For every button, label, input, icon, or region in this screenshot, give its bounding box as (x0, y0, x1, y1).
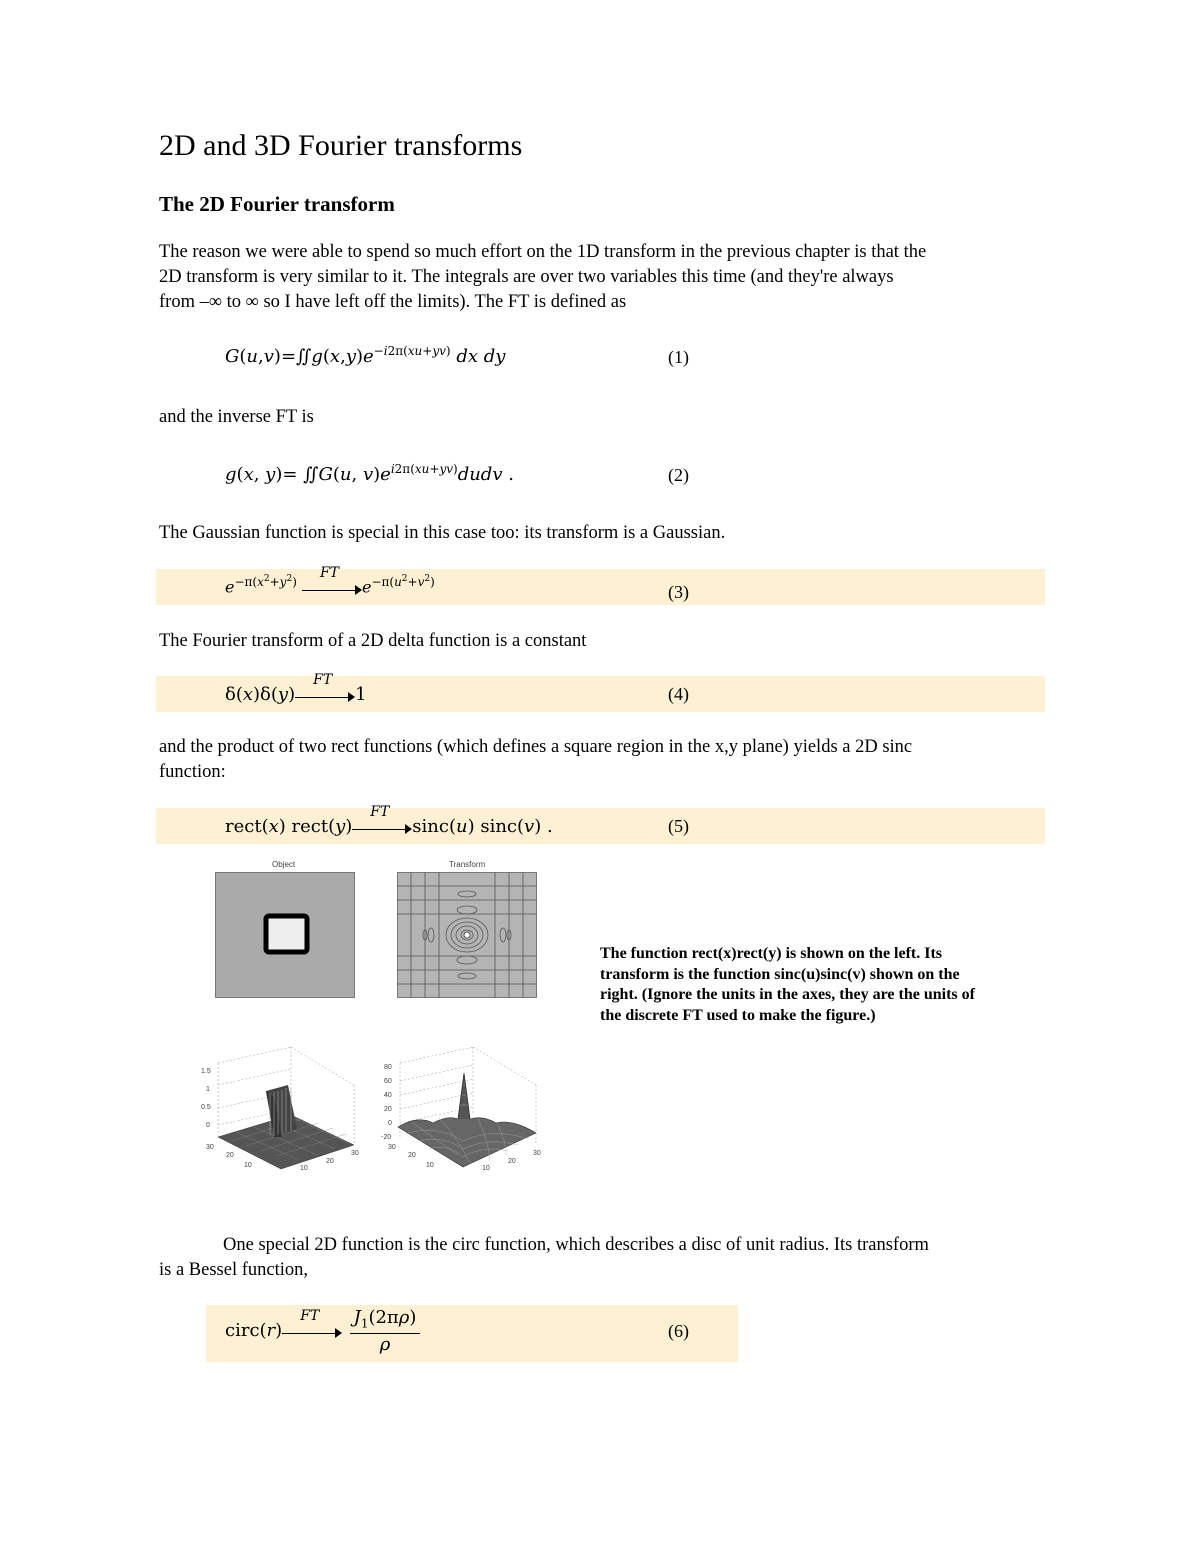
equation-2-number: (2) (668, 465, 689, 485)
x-tick: 30 (388, 1144, 396, 1151)
figure-caption: The function rect(x)rect(y) is shown on the left. Its transform is the function sinc(u)sinc(v) shown on the right. (Ignore the units in the axes, they are the units of the discrete FT used to make the figure.) (600, 945, 975, 1024)
transform-label: Transform (449, 860, 486, 869)
z-tick: 80 (384, 1064, 392, 1071)
y-tick: 10 (300, 1165, 308, 1172)
equation-3: $e^{-\pi(x^2+y^2)}$ FT $e^{-\pi(u^2+v^2)}$ (225, 564, 435, 597)
z-tick: 0 (206, 1122, 210, 1129)
y-tick: 20 (326, 1158, 334, 1165)
page-title: 2D and 3D Fourier transforms (159, 129, 523, 162)
rect-line-1: and the product of two rect functions (which defines a square region in the x,y plane) yields a 2D sinc (159, 737, 913, 757)
rect-surface-plot (196, 1045, 366, 1173)
equation-4-number: (4) (668, 684, 689, 704)
x-tick: 20 (226, 1152, 234, 1159)
circ-line-1: One special 2D function is the circ function, which describes a disc of unit radius. Its transform (223, 1235, 929, 1255)
rect-object-image (215, 872, 355, 998)
intro-paragraph (159, 240, 1049, 315)
y-tick: 10 (482, 1165, 490, 1172)
y-tick: 30 (351, 1150, 359, 1157)
inverse-text: and the inverse FT is (159, 407, 314, 427)
equation-6: circ(r) FT (225, 1320, 342, 1341)
y-tick: 30 (533, 1150, 541, 1157)
z-tick: 60 (384, 1078, 392, 1085)
equation-2: g(x, y)= ∬G(u, $v)e^{i2\pi(xu+yv)}dudv$ . (225, 462, 514, 485)
sinc-surface-plot (378, 1045, 548, 1173)
equation-6-fraction: $J_1(2\pi\rho)$ ρ (350, 1307, 420, 1355)
section-heading: The 2D Fourier transform (159, 192, 395, 216)
z-tick: 20 (384, 1106, 392, 1113)
equation-6-number: (6) (668, 1321, 689, 1341)
gaussian-text: The Gaussian function is special in this case too: its transform is a Gaussian. (159, 523, 726, 543)
z-tick: 0.5 (201, 1104, 211, 1111)
equation-1-number: (1) (668, 347, 689, 367)
z-tick: 0 (388, 1120, 392, 1127)
equation-5-number: (5) (668, 816, 689, 836)
z-tick: 1.5 (201, 1068, 211, 1075)
z-tick: 40 (384, 1092, 392, 1099)
equation-1: $G(u,v)=∬g(x,y)e^{-i2\pi(xu+yv)}$ dx dy (225, 344, 506, 367)
intro-line-3: from –∞ to ∞ so I have left off the limits). The FT is defined as (159, 292, 627, 312)
y-tick: 20 (508, 1158, 516, 1165)
delta-text: The Fourier transform of a 2D delta function is a constant (159, 631, 587, 651)
equation-5: rect(x) rect(y) FT sinc(u) sinc(v) . (225, 804, 553, 837)
intro-line-1: The reason we were able to spend so much effort on the 1D transform in the previous chapter is that the (159, 242, 927, 262)
ft-arrow: FT (295, 688, 355, 702)
ft-arrow: FT (282, 1324, 342, 1338)
z-tick: 1 (206, 1086, 210, 1093)
x-tick: 10 (426, 1162, 434, 1169)
ft-arrow: FT (352, 820, 412, 834)
equation-3-number: (3) (668, 582, 689, 602)
x-tick: 10 (244, 1162, 252, 1169)
rect-line-2: function: (159, 762, 226, 782)
x-tick: 30 (206, 1144, 214, 1151)
ft-arrow: FT (302, 581, 362, 595)
equation-4: δ(x)δ(y) FT 1 (225, 672, 367, 705)
rect-text (159, 735, 1049, 785)
circ-line-2: is a Bessel function, (159, 1260, 309, 1280)
object-label: Object (272, 860, 296, 869)
sinc-transform-image (397, 872, 537, 998)
x-tick: 20 (408, 1152, 416, 1159)
intro-line-2: 2D transform is very similar to it. The integrals are over two variables this time (and they're always (159, 267, 894, 287)
z-tick: -20 (381, 1134, 392, 1141)
circ-text (159, 1233, 1049, 1283)
